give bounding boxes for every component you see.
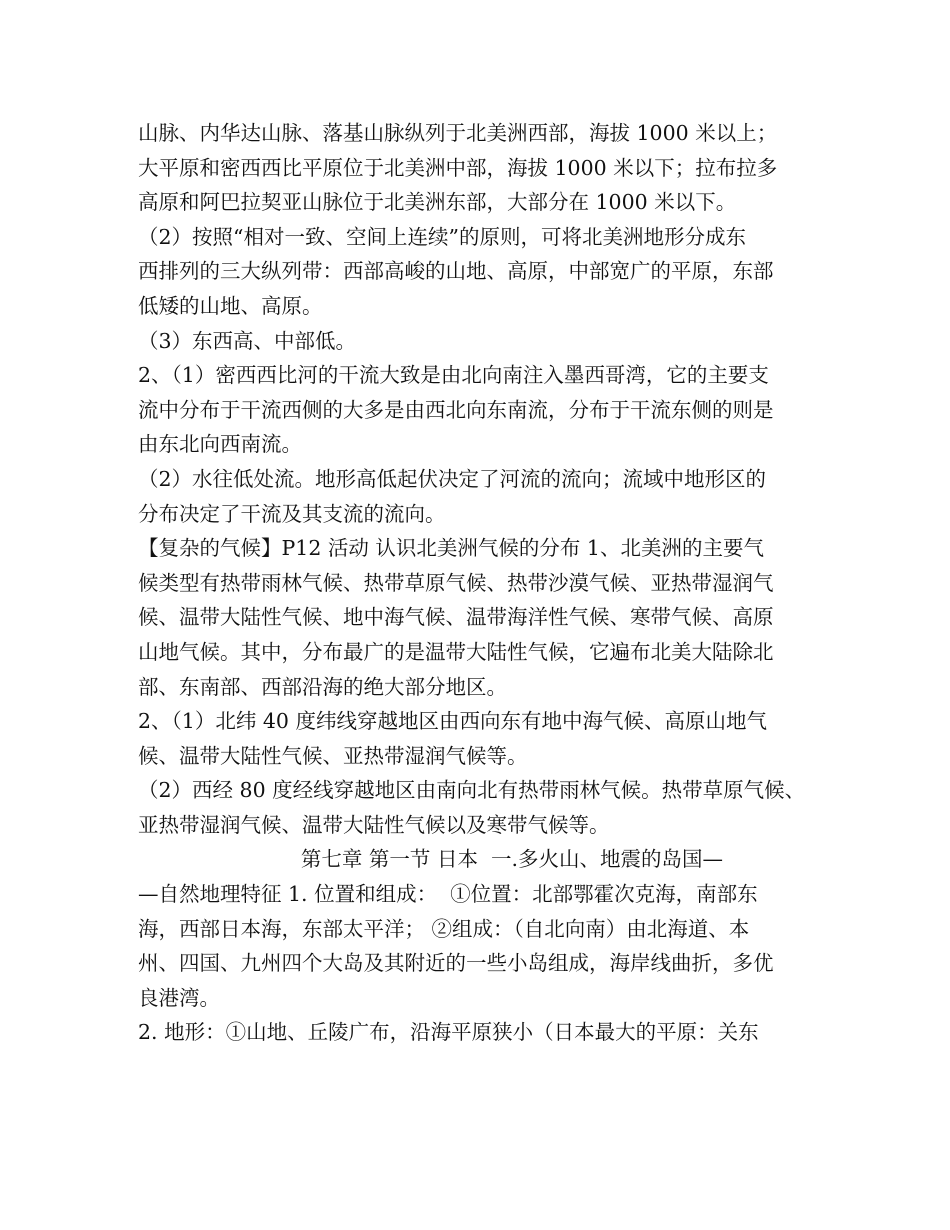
text-line: 【复杂的气候】P12 活动 认识北美洲气候的分布 1、北美洲的主要气 xyxy=(138,536,764,561)
text-line: 候类型有热带雨林气候、热带草原气候、热带沙漠气候、亚热带湿润气 xyxy=(138,570,774,595)
text-line: 分布决定了干流及其支流的流向。 xyxy=(138,501,446,526)
text-line: 候、温带大陆性气候、亚热带湿润气候等。 xyxy=(138,743,528,768)
text-line: 大平原和密西西比平原位于北美洲中部，海拔 1000 米以下；拉布拉多 xyxy=(138,155,778,180)
text-line: 2、（1）北纬 40 度纬线穿越地区由西向东有地中海气候、高原山地气 xyxy=(138,709,767,734)
text-line: 西排列的三大纵列带：西部高峻的山地、高原，中部宽广的平原，东部 xyxy=(138,259,774,284)
text-line: 良港湾。 xyxy=(138,985,220,1010)
text-line: 山地气候。其中，分布最广的是温带大陆性气候，它遍布北美大陆除北 xyxy=(138,639,774,664)
text-line: —自然地理特征 1. 位置和组成： ①位置：北部鄂霍次克海，南部东 xyxy=(138,882,758,907)
text-line: 2. 地形：①山地、丘陵广布，沿海平原狭小（日本最大的平原：关东 xyxy=(138,1020,759,1045)
text-line: （2）西经 80 度经线穿越地区由南向北有热带雨林气候。热带草原气候、 xyxy=(138,778,806,803)
document-page xyxy=(138,116,818,1050)
text-line: 由东北向西南流。 xyxy=(138,432,302,457)
text-line: （2）按照“相对一致、空间上连续”的原则，可将北美洲地形分成东 xyxy=(138,224,747,249)
text-line: 2、（1）密西西比河的干流大致是由北向南注入墨西哥湾，它的主要支 xyxy=(138,363,769,388)
text-line: 山脉、内华达山脉、落基山脉纵列于北美洲西部，海拔 1000 米以上； xyxy=(138,121,778,145)
text-line: 亚热带湿润气候、温带大陆性气候以及寒带气候等。 xyxy=(138,812,610,837)
text-line: 海，西部日本海，东部太平洋； ②组成：（自北向南）由北海道、本 xyxy=(138,916,750,941)
text-line: 候、温带大陆性气候、地中海气候、温带海洋性气候、寒带气候、高原 xyxy=(138,605,774,630)
text-line: 高原和阿巴拉契亚山脉位于北美洲东部，大部分在 1000 米以下。 xyxy=(138,190,737,215)
text-line: 低矮的山地、高原。 xyxy=(138,293,323,318)
text-line: （3）东西高、中部低。 xyxy=(138,328,357,353)
text-line: 流中分布于干流西侧的大多是由西北向东南流，分布于干流东侧的则是 xyxy=(138,397,774,422)
text-line: 州、四国、九州四个大岛及其附近的一些小岛组成，海岸线曲折，多优 xyxy=(138,951,774,976)
text-line: 第七章 第一节 日本 一.多火山、地震的岛国— xyxy=(138,847,723,872)
text-line: 部、东南部、西部沿海的绝大部分地区。 xyxy=(138,674,507,699)
text-line: （2）水往低处流。地形高低起伏决定了河流的流向；流域中地形区的 xyxy=(138,466,767,491)
